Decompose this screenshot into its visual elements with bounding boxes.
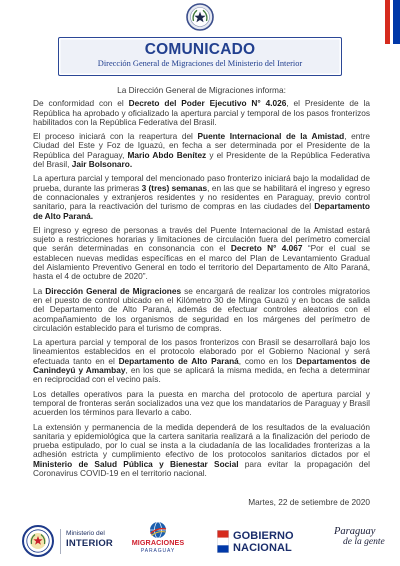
president-paraguay-highlight: Mario Abdo Benítez xyxy=(127,149,207,160)
ministerio-label: Ministerio del xyxy=(66,530,105,537)
paragraph-text: , en los que se aplicará la misma medida, en fecha a determinar en reciprocidad con el vecino país. xyxy=(33,365,370,385)
paragraph-text: y el Presidente de la República Federativa del Brasil, xyxy=(33,149,370,170)
paragraph-text: La apertura parcial y temporal de los pasos fronterizos con Brasil se desarrollará bajo los lineamientos establecidos en el protocolo elaborado por el Gobierno Nacional y será efectuada tanto en el xyxy=(33,337,370,366)
migraciones-highlight: Dirección General de Migraciones xyxy=(45,285,182,296)
paragraph-detalles xyxy=(33,390,370,418)
migraciones-logo xyxy=(126,521,190,554)
slogan-line-1: Paraguay xyxy=(334,526,376,537)
press-release-body xyxy=(33,86,370,483)
flag-stripes-icon xyxy=(384,0,400,44)
nacional-label: NACIONAL xyxy=(233,542,292,554)
paragraph-text: El ingreso y egreso de personas a través del Puente Internacional de la Amistad estará sujeto a restricciones horarias y limitaciones de circulación fuera del perímetro comercial que serán determinadas en consonancia con el xyxy=(33,224,370,254)
migraciones-globe-icon xyxy=(149,521,167,539)
paraguay-label: PARAGUAY xyxy=(140,547,176,554)
gobierno-nacional-logo xyxy=(233,530,294,554)
national-seal-icon xyxy=(22,525,54,557)
release-date: Martes, 22 de setiembre de 2020 xyxy=(248,497,370,507)
paragraph-modalidad-prueba xyxy=(33,174,370,220)
gobierno-flag-icon xyxy=(217,530,229,553)
decree-4026-highlight: Decreto del Poder Ejecutivo N° 4.026 xyxy=(128,98,287,109)
paragraph-puente-amistad xyxy=(33,132,370,169)
paragraph-restricciones xyxy=(33,226,370,282)
paragraph-text: , como en los xyxy=(238,355,297,366)
ministerio-salud-highlight: Ministerio de Salud Pública y Bienestar Social xyxy=(33,458,239,469)
paragraph-text: , el Presidente de la República ha aprobado y oficializado la apertura parcial y temporal de los pasos fronterizos habilitados con la República Federativa del Brasil. xyxy=(33,98,370,127)
paragraph-extension xyxy=(33,423,370,479)
paragraph-text: , entre Ciudad del Este y Foz de Iguazú, en fecha a ser determinada por el Presidente de la República del Paraguay, xyxy=(33,131,370,160)
paragraph-protocolo xyxy=(33,338,370,384)
comunicado-banner xyxy=(58,37,342,76)
migraciones-label: MIGRACIONES xyxy=(131,538,185,547)
intro-line: La Dirección General de Migraciones informa: xyxy=(117,85,286,95)
paragraph-text: , en las que se habilitará el ingreso y egreso de connacionales y extranjeros residentes y no residentes en Paraguay, previo control sanitario, para la reactivación del turismo de compras en las ciudades del xyxy=(33,182,370,212)
page-title: COMUNICADO xyxy=(144,41,256,58)
paraguay-de-la-gente-logo xyxy=(334,526,385,548)
paragraph-text: para evitar la propagación del Coronavirus COVID-19 en el territorio nacional. xyxy=(33,458,370,478)
alto-parana-highlight: Departamento de Alto Paraná. xyxy=(33,201,370,221)
paragraph-text: El proceso iniciará con la reapertura del xyxy=(33,131,198,142)
ministerio-interior-logo xyxy=(66,530,113,549)
page-subtitle: Dirección General de Migraciones del Ministerio del Interior xyxy=(97,59,303,68)
paragraph-text: se encargará de realizar los controles migratorios en el puesto de control ubicado en el Kilómetro 30 de Minga Guazú y en bocas de salida del Departamento de Alto Paraná, además de efectuar controles aleatorios con el acompañamiento de los organismos de seguridad en los márgenes del perímetro de circulación establecido para el turismo de compras. xyxy=(33,285,370,333)
puente-amistad-highlight: Puente Internacional de la Amistad xyxy=(197,131,345,142)
paragraph-text: Los detalles operativos para la puesta en marcha del protocolo de apertura parcial y temporal de fronteras serán socializados una vez que los mandatarios de Paraguay y Brasil acuerden los términos para llevarlo a cabo. xyxy=(33,388,370,418)
canindeyu-amambay-highlight: Departamentos de Canindeyú y Amambay xyxy=(33,355,370,376)
footer-divider xyxy=(60,529,61,554)
paragraph-text: La extensión y permanencia de la medida dependerá de los resultados de la evaluación sanitaria y epidemiológica que la cartera sanitaria realizará a la finalización del periodo de prueba estipulado, por lo cual se insta a la ciudadanía de las localidades fronterizas a la adhesión estricta y cumplimiento efectivo de los protocolos sanitarios dictados por el xyxy=(33,421,370,460)
coat-of-arms-icon xyxy=(186,3,214,31)
president-brasil-highlight: Jair Bolsonaro. xyxy=(71,159,133,170)
paragraph-text: La xyxy=(33,285,46,296)
gobierno-label: GOBIERNO xyxy=(233,530,294,542)
three-weeks-highlight: 3 (tres) semanas xyxy=(141,182,208,193)
decree-4067-highlight: Decreto N° 4.067 xyxy=(230,243,303,254)
paragraph-controles xyxy=(33,287,370,333)
slogan-line-2: de la gente xyxy=(343,537,385,547)
alto-parana-highlight: Departamento de Alto Paraná xyxy=(118,355,239,366)
paragraph-text: La apertura parcial y temporal del mencionado paso fronterizo iniciará bajo la modalidad de prueba, durante las primeras xyxy=(33,173,370,193)
interior-label: INTERIOR xyxy=(66,538,113,549)
paragraph-decreto-4026 xyxy=(33,99,370,127)
paragraph-text: De conformidad con el xyxy=(33,98,129,109)
paragraph-text: “Por el cual se establecen nuevas medidas específicas en el marco del Plan de Levantamiento Gradual del Aislamiento Preventivo General en todo el territorio del Departamento de Alto Paraná, hasta el 4 de octubre de 2020”. xyxy=(33,243,370,282)
